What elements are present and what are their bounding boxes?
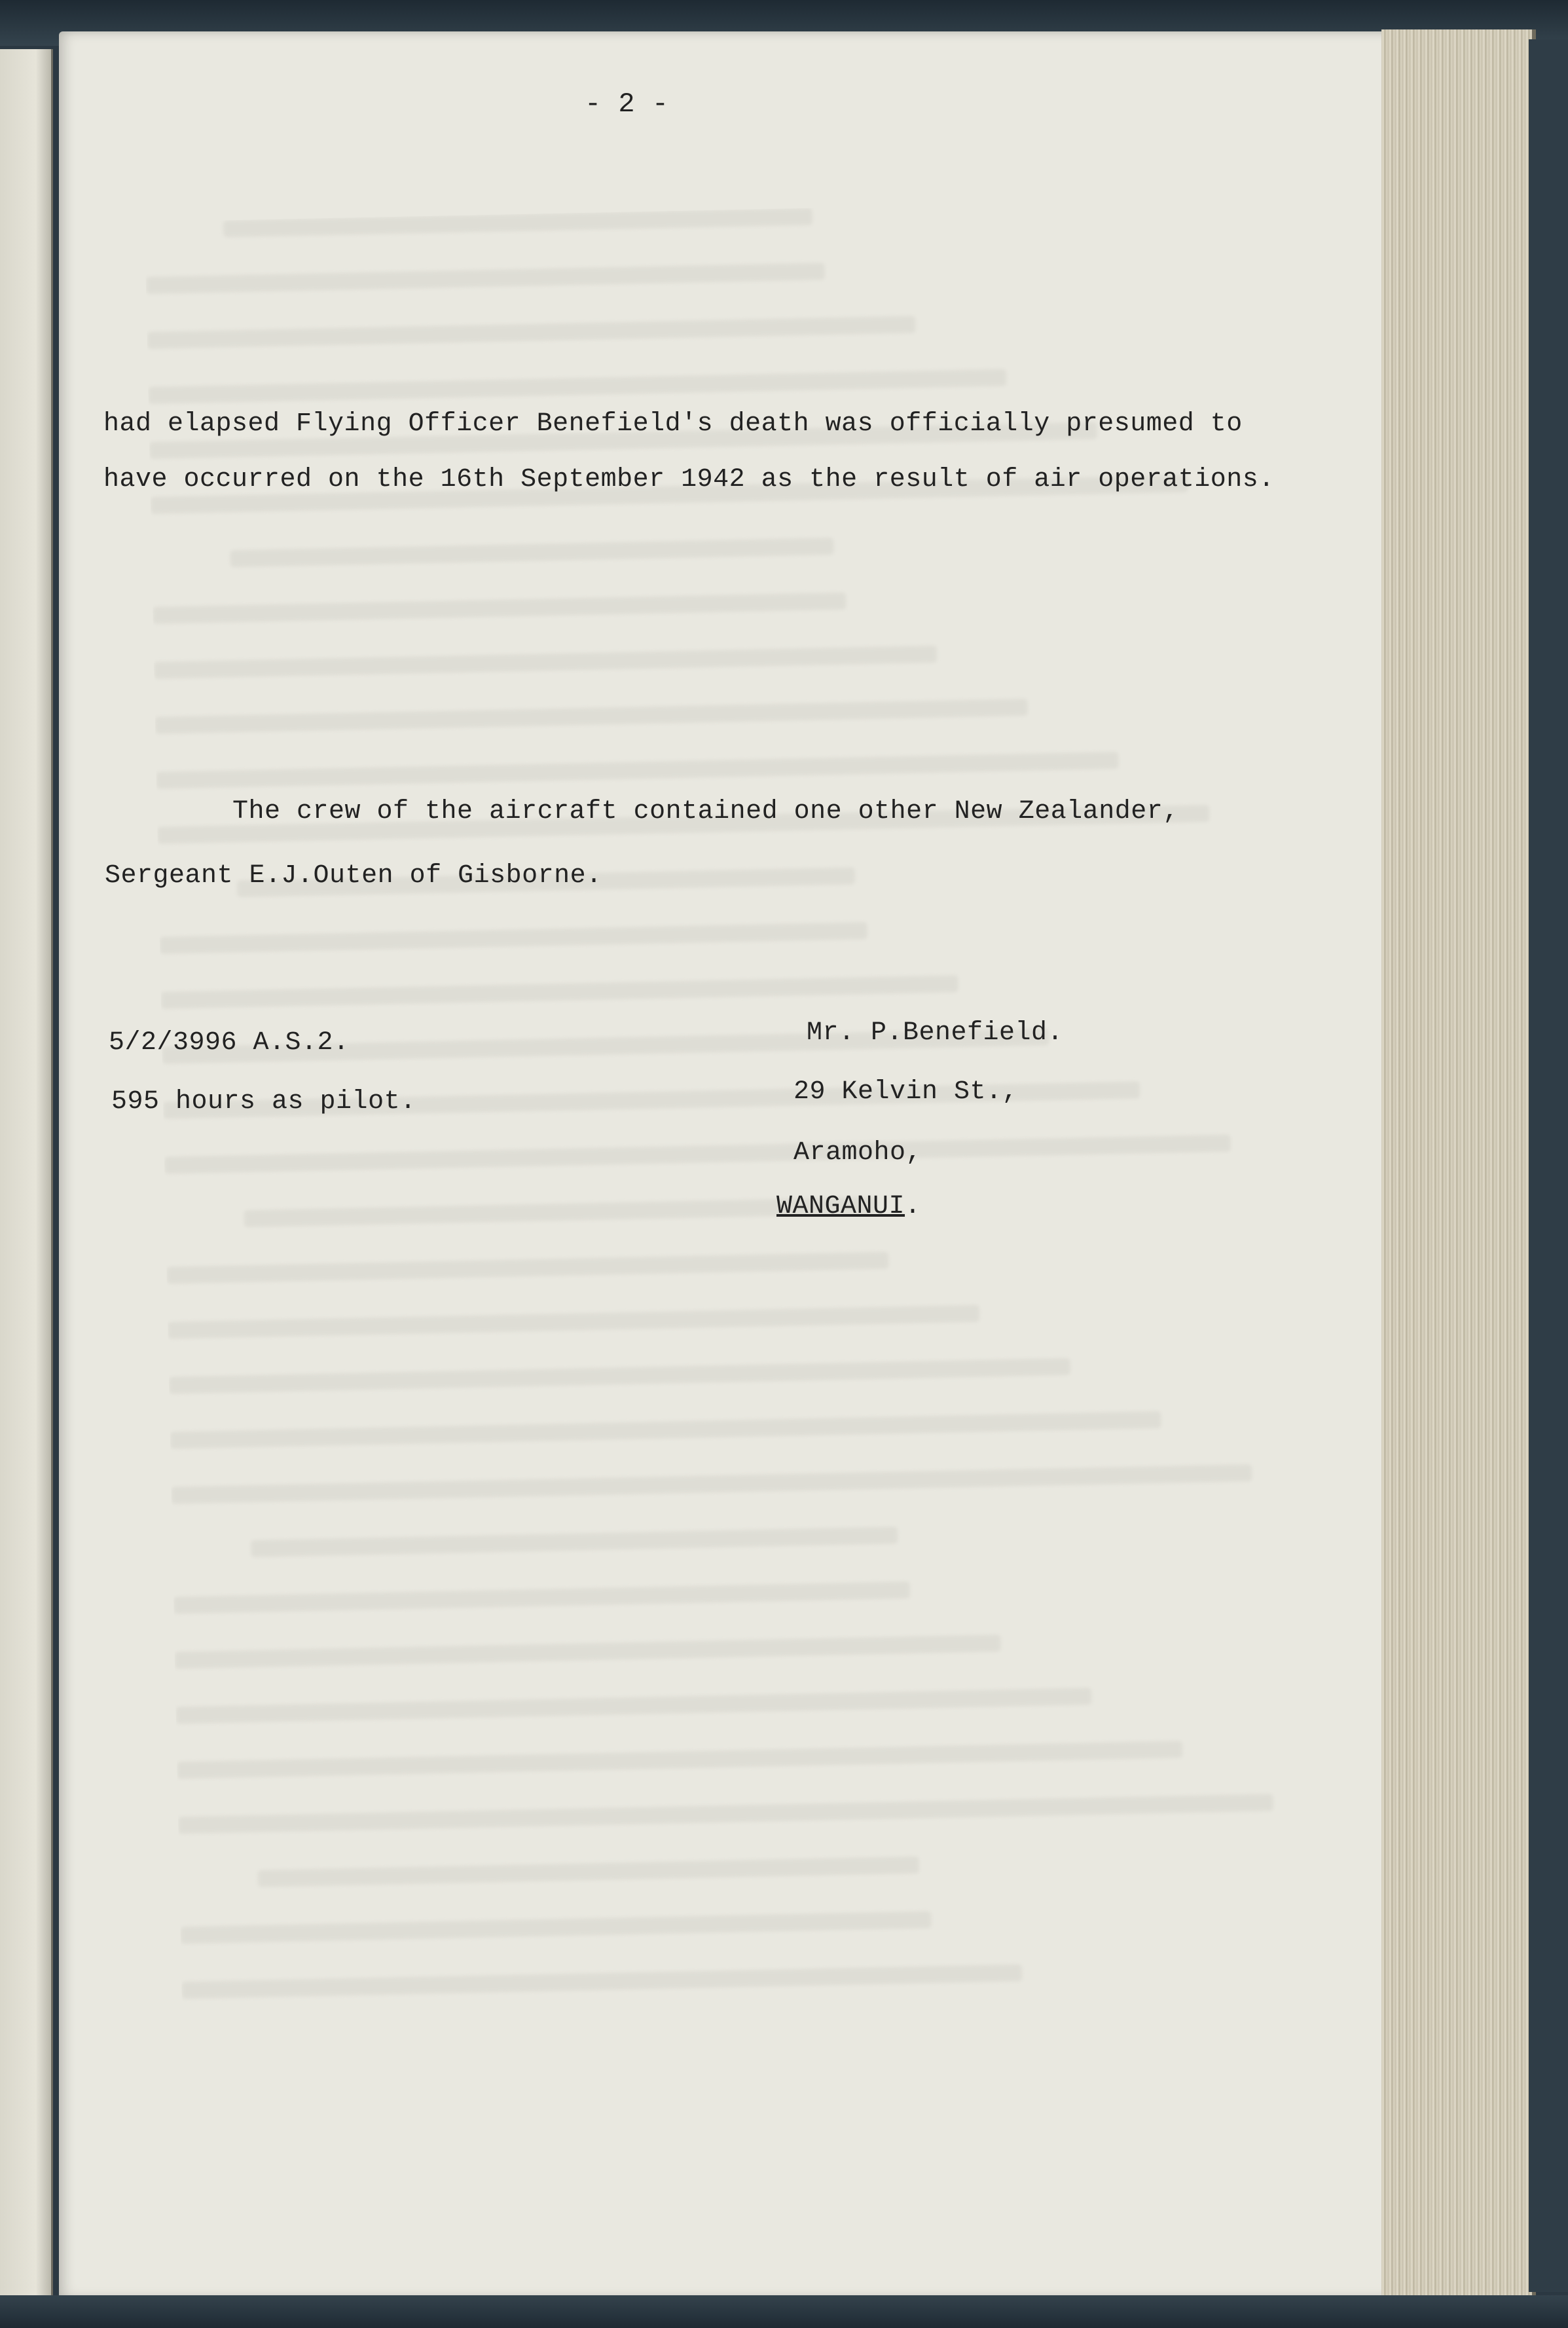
bleed-through-line bbox=[169, 1358, 1070, 1394]
bleed-through-line bbox=[173, 1581, 910, 1614]
previous-page-edge bbox=[0, 49, 53, 2295]
bleed-through-line bbox=[146, 263, 825, 294]
bleed-through-line bbox=[154, 646, 937, 679]
paragraph-1-line-1: had elapsed Flying Officer Benefield's death was officially presumed to bbox=[103, 409, 1243, 439]
page-number: - 2 - bbox=[585, 88, 669, 120]
bleed-through-line bbox=[160, 922, 867, 954]
next-of-kin-name: Mr. P.Benefield. bbox=[807, 1018, 1064, 1048]
bleed-through-line bbox=[147, 316, 915, 349]
bleed-through-line bbox=[178, 1794, 1273, 1834]
next-of-kin-city: WANGANUI bbox=[776, 1192, 905, 1221]
bleed-through-line bbox=[153, 593, 846, 624]
flying-hours: 595 hours as pilot. bbox=[111, 1087, 416, 1117]
next-of-kin-street: 29 Kelvin St., bbox=[793, 1077, 1019, 1107]
bleed-through-line bbox=[175, 1635, 1001, 1669]
book-cover-edge bbox=[1529, 39, 1568, 2292]
bleed-through-line bbox=[230, 538, 833, 567]
page-stack-edge bbox=[1381, 29, 1536, 2302]
bleed-through-line bbox=[170, 1411, 1161, 1449]
bleed-through-line bbox=[166, 1251, 888, 1284]
bleed-through-line bbox=[171, 1464, 1252, 1504]
paragraph-2-line-2: Sergeant E.J.Outen of Gisborne. bbox=[105, 861, 602, 891]
bleed-through-line bbox=[180, 1911, 931, 1944]
bleed-through-line bbox=[177, 1741, 1182, 1779]
bleed-through-line bbox=[258, 1857, 919, 1887]
bleed-through-line bbox=[164, 1135, 1231, 1174]
binding-bottom-edge bbox=[0, 2295, 1568, 2328]
paragraph-2-line-1: The crew of the aircraft contained one other New Zealander, bbox=[232, 797, 1179, 826]
bleed-through-line bbox=[161, 975, 958, 1009]
bleed-through-line bbox=[181, 1964, 1022, 1999]
paragraph-1-line-2: have occurred on the 16th September 1942 as the result of air operations. bbox=[103, 465, 1275, 494]
next-of-kin-city-line bbox=[776, 1192, 921, 1221]
bleed-through-line bbox=[155, 699, 1028, 734]
bleed-through-line bbox=[156, 752, 1118, 789]
bleed-through-line bbox=[148, 369, 1006, 403]
bleed-through-line bbox=[168, 1305, 979, 1339]
file-reference: 5/2/3996 A.S.2. bbox=[109, 1028, 350, 1058]
bleed-through-line bbox=[175, 1688, 1091, 1724]
next-of-kin-suburb: Aramoho, bbox=[793, 1138, 922, 1168]
next-of-kin-city-period: . bbox=[905, 1192, 921, 1221]
bleed-through-line bbox=[251, 1526, 898, 1557]
